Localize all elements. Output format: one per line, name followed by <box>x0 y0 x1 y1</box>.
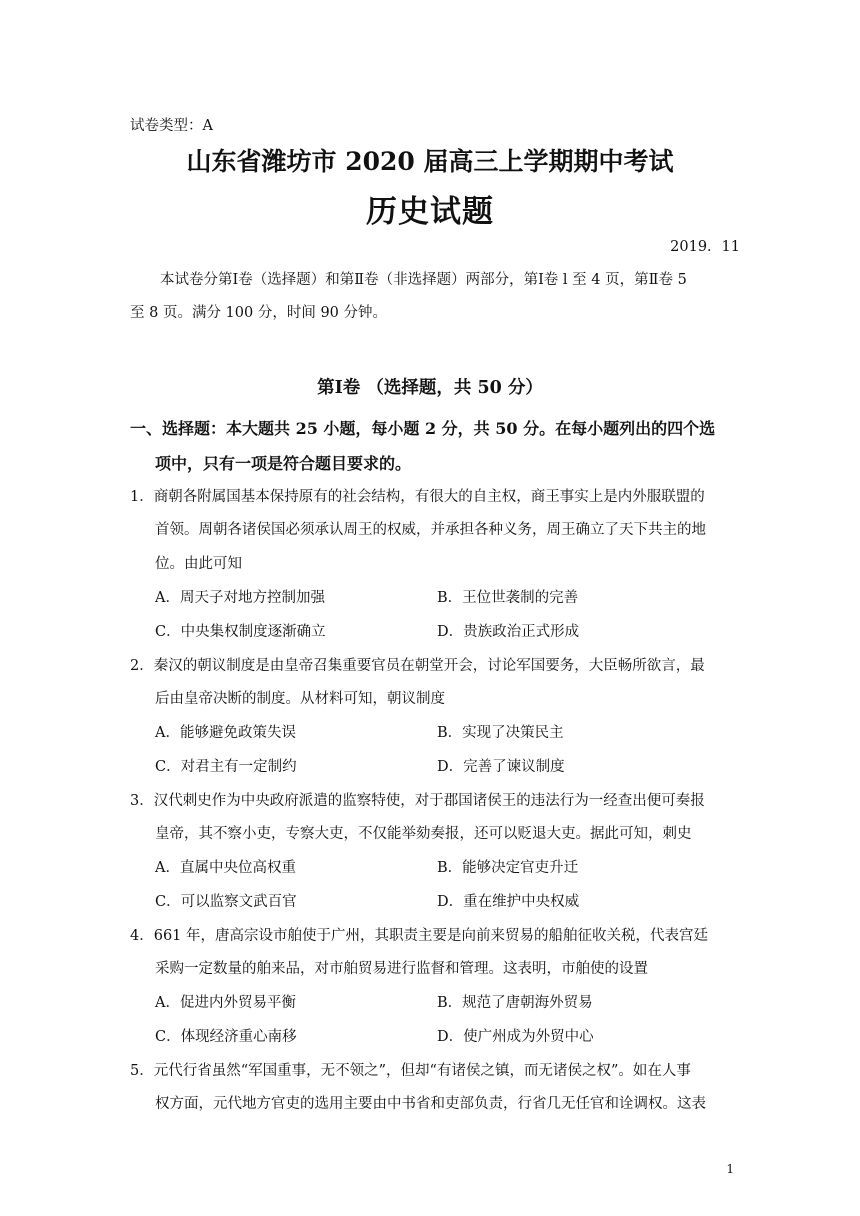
question-2-option-d: D．完善了谏议制度 <box>437 759 565 775</box>
question-2-line-1: 2．秦汉的朝议制度是由皇帝召集重要官员在朝堂开会，讨论军国要务，大臣畅所欲言，最 <box>130 658 705 674</box>
paper-type-label: 试卷类型：A <box>130 118 213 134</box>
question-2-line-2: 后由皇帝决断的制度。从材料可知，朝议制度 <box>155 691 445 707</box>
question-1-option-a: A．周天子对地方控制加强 <box>155 590 325 606</box>
question-4-option-c: C．体现经济重心南移 <box>155 1029 297 1045</box>
question-3-option-a: A．直属中央位高权重 <box>155 860 296 876</box>
question-4-option-d: D．使广州成为外贸中心 <box>437 1029 594 1045</box>
question-3-line-2: 皇帝，其不察小吏，专察大吏，不仅能举劾奏报，还可以贬退大吏。据此可知，刺史 <box>155 826 692 842</box>
question-5-line-2: 权方面，元代地方官吏的选用主要由中书省和吏部负责，行省几无任官和诠调权。这表 <box>155 1096 706 1112</box>
question-1-line-1: 1．商朝各附属国基本保持原有的社会结构，有很大的自主权，商王事实上是内外服联盟的 <box>130 489 705 505</box>
question-2-option-a: A．能够避免政策失误 <box>155 725 296 741</box>
question-1-option-c: C．中央集权制度逐渐确立 <box>155 624 326 640</box>
subject-title: 历史试题 <box>366 194 494 230</box>
question-5-line-1: 5．元代行省虽然“军国重事，无不领之”，但却“有诸侯之镇，而无诸侯之权”。如在人事 <box>130 1063 691 1079</box>
question-4-line-2: 采购一定数量的舶来品，对市舶贸易进行监督和管理。这表明，市舶使的设置 <box>155 961 648 977</box>
question-4-line-1: 4．661 年，唐高宗设市舶使于广州，其职责主要是向前来贸易的船舶征收关税，代表宫廷 <box>130 928 709 944</box>
question-1-option-b: B．王位世袭制的完善 <box>437 590 579 606</box>
question-4-option-b: B．规范了唐朝海外贸易 <box>437 995 593 1011</box>
question-1-line-3: 位。由此可知 <box>155 556 242 572</box>
question-3-option-c: C．可以监察文武百官 <box>155 894 297 910</box>
section-instruction-line-2: 项中，只有一项是符合题目要求的。 <box>155 454 412 473</box>
intro-line-1: 本试卷分第Ⅰ卷（选择题）和第Ⅱ卷（非选择题）两部分，第Ⅰ卷 l 至 4 页，第Ⅱ卷 5 <box>160 272 687 288</box>
section-heading: 第Ⅰ卷 （选择题，共 50 分） <box>317 378 543 398</box>
page-number: 1 <box>726 1162 734 1176</box>
question-1-line-2: 首领。周朝各诸侯国必须承认周王的权威，并承担各种义务，周王确立了天下共主的地 <box>155 522 706 538</box>
question-2-option-b: B．实现了决策民主 <box>437 725 564 741</box>
question-3-line-1: 3．汉代刺史作为中央政府派遣的监察特使，对于郡国诸侯王的违法行为一经查出便可奏报 <box>130 793 705 809</box>
section-instruction-line-1: 一、选择题：本大题共 25 小题，每小题 2 分，共 50 分。在每小题列出的四个选 <box>130 419 716 438</box>
question-3-option-b: B．能够决定官吏升迁 <box>437 860 579 876</box>
exam-date: 2019．11 <box>670 239 740 255</box>
question-2-option-c: C．对君主有一定制约 <box>155 759 297 775</box>
question-4-option-a: A．促进内外贸易平衡 <box>155 995 296 1011</box>
question-3-option-d: D．重在维护中央权威 <box>437 894 580 910</box>
intro-line-2: 至 8 页。满分 100 分，时间 90 分钟。 <box>130 305 388 321</box>
exam-title: 山东省潍坊市 2020 届高三上学期期中考试 <box>186 147 674 176</box>
question-1-option-d: D．贵族政治正式形成 <box>437 624 580 640</box>
